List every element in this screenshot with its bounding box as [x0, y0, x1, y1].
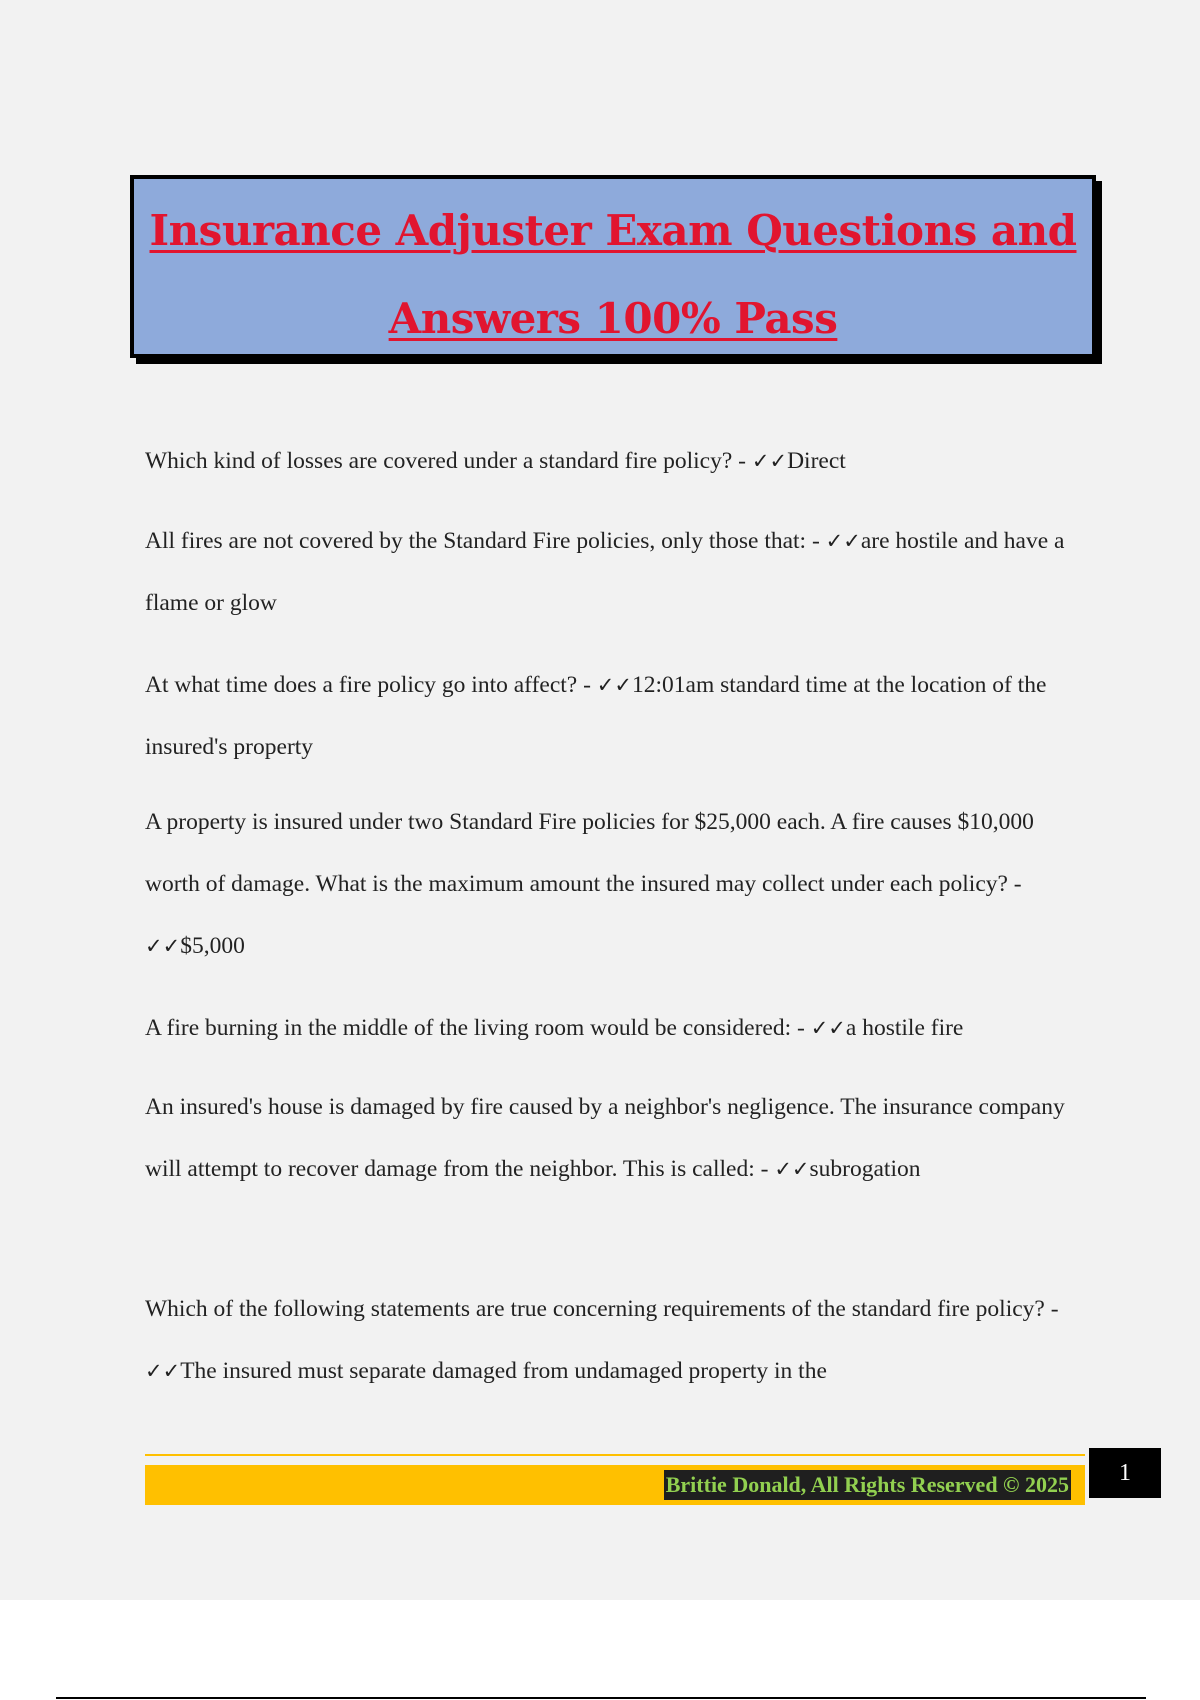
qa-item-6 [145, 1076, 1090, 1200]
qa-item-4 [145, 791, 1090, 977]
footer-divider [145, 1454, 1085, 1456]
document-title-line-1: Insurance Adjuster Exam Questions and [149, 206, 1077, 255]
check-mark-icon: ✓✓ [825, 529, 861, 553]
question-text: Which of the following statements are true concerning requirements of the standard fire policy? - [145, 1296, 1059, 1322]
qa-item-2 [145, 510, 1090, 634]
check-mark-icon: ✓✓ [596, 673, 632, 697]
question-text: A property is insured under two Standard Fire policies for $25,000 each. A fire causes $10,000 worth of damage. What is the maximum amount the insured may collect under each policy? - [145, 809, 1034, 897]
answer-text: $5,000 [180, 933, 245, 959]
qa-item-5 [145, 997, 1090, 1059]
page-number: 1 [1089, 1448, 1161, 1498]
check-mark-icon: ✓✓ [145, 934, 181, 958]
check-mark-icon: ✓✓ [810, 1016, 846, 1040]
check-mark-icon: ✓✓ [774, 1157, 810, 1181]
page-separator [56, 1697, 1146, 1699]
document-title-line-2: Answers 100% Pass [388, 294, 838, 343]
answer-text: The insured must separate damaged from undamaged property in the [180, 1358, 827, 1384]
answer-text: subrogation [809, 1156, 921, 1182]
title-box [130, 175, 1096, 358]
question-text: Which kind of losses are covered under a standard fire policy? - [145, 448, 752, 474]
question-text: An insured's house is damaged by fire caused by a neighbor's negligence. The insurance company will attempt to recover damage from the neighbor. This is called: - [145, 1094, 1065, 1182]
footer-bar [145, 1465, 1085, 1505]
question-text: At what time does a fire policy go into affect? - [145, 672, 597, 698]
check-mark-icon: ✓✓ [145, 1359, 181, 1383]
check-mark-icon: ✓✓ [751, 449, 788, 473]
qa-item-1 [145, 430, 1090, 492]
qa-item-7 [145, 1278, 1090, 1402]
answer-text: a hostile fire [845, 1015, 964, 1041]
answer-text: Direct [787, 448, 846, 474]
answer-text: 12:01am standard time at the location of the insured's property [145, 672, 1047, 760]
question-text: A fire burning in the middle of the living room would be considered: - [145, 1015, 811, 1041]
qa-item-3 [145, 654, 1090, 778]
footer-copyright: Brittie Donald, All Rights Reserved © 2025 [664, 1470, 1071, 1500]
answer-text: are hostile and have a flame or glow [145, 528, 1065, 616]
question-text: All fires are not covered by the Standard Fire policies, only those that: - [145, 528, 826, 554]
